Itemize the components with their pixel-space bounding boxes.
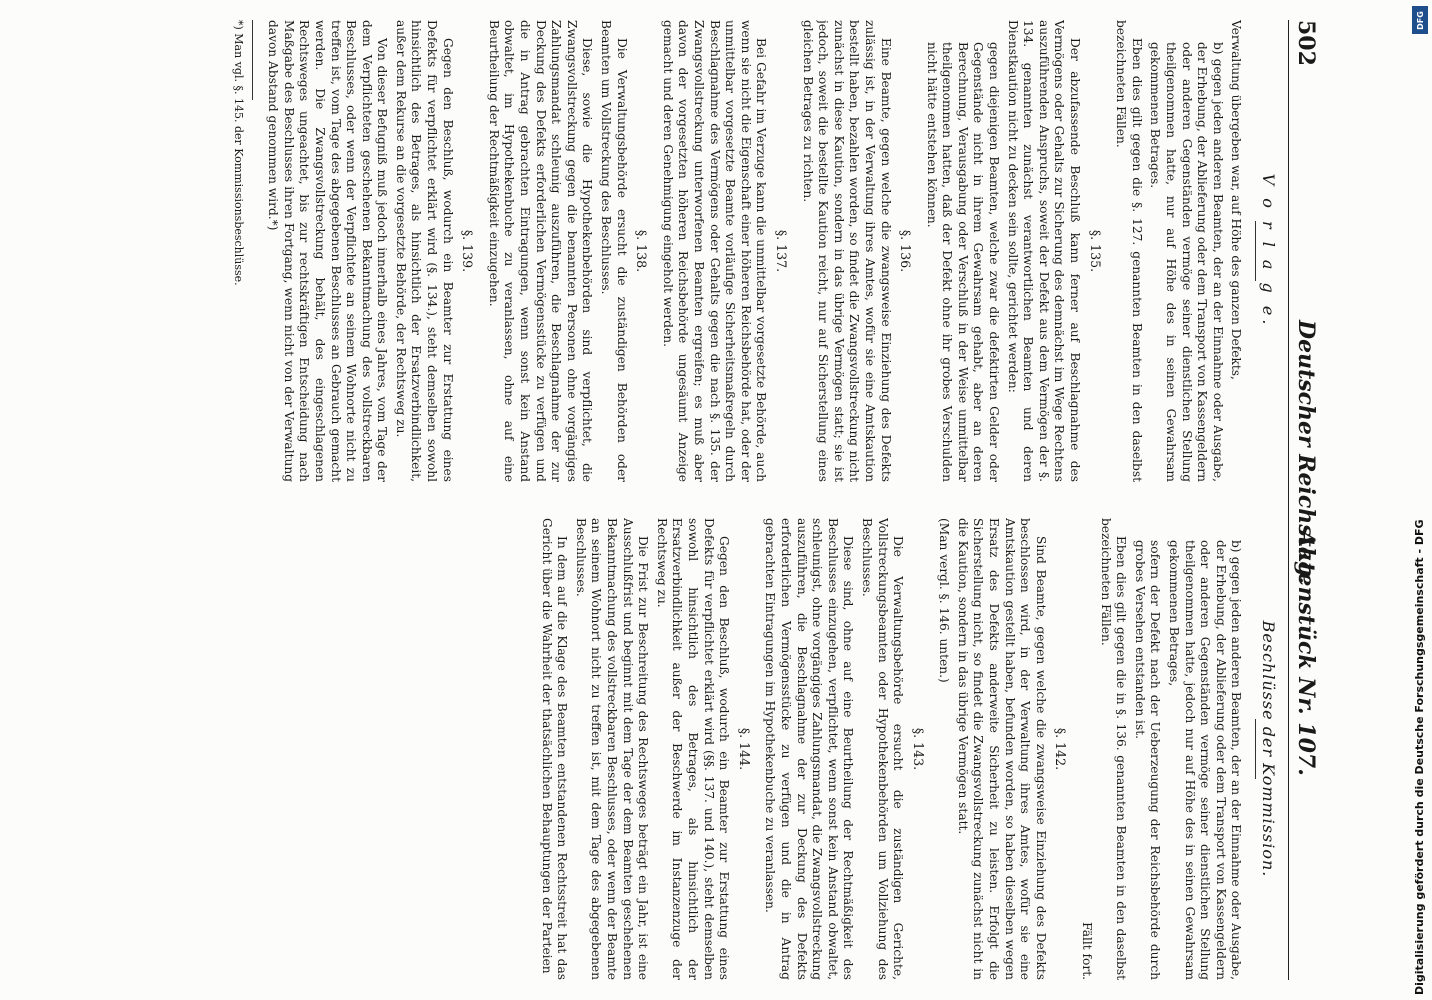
dfg-logo-text: DFG	[1415, 10, 1425, 30]
paragraph: Verwaltung übergeben war, auf Höhe des ganzen Defekts,	[1229, 20, 1244, 380]
paragraph: Eben dies gilt gegen die §. 127. genannten Beamten in den daselbst bezeichneten Fällen.	[1114, 20, 1144, 482]
page-header	[1288, 20, 1340, 980]
paragraph: Der abzufassende Beschluß kann ferner auf Beschlagnahme des Vermögens oder Gehalts zur Sicherung des demnächst im Wege Rechtens auszuführenden Anspruchs, soweit der Defekt aus dem Vermögen der §. 134. genannten zunächst verantwortlichen Beamten und deren Dienstkaution nicht zu decken sein sollte, gerichtet werden:	[1005, 20, 1083, 482]
footnote-rule	[252, 20, 253, 100]
paragraph: Bei Gefahr im Verzuge kann die unmittelbar vorgesetzte Behörde, auch wenn sie nicht die Eigenschaft einer höheren Reichsbehörde hat, oder der unmittelbar vorgesetzte Beamte vorläufige Sicherheitsmaßregeln durch Beschlagnahme des Vermögens oder Gehalts gegen die nach §. 135. der Zwangsvollstreckung unterworfenen Beamten ergreifen; es muß aber davon der vorgesetzten höheren Reichsbehörde ungesäumt Anzeige gemacht und deren Genehmigung eingeholt werden.	[660, 20, 769, 482]
paragraph: Die Frist zur Beschreitung des Rechtsweges beträgt ein Jahr, ist eine Ausschlußfrist und beginnt mit dem Tage der dem Beamten geschehenen Bekanntmachung des vollstreckbaren Beschlusses, oder wenn der Beamte an seinem Wohnort nicht zu treffen ist, mit dem Tage des abgegebenen Beschlusses.	[573, 518, 651, 980]
heading-rule	[1255, 719, 1256, 779]
paragraph: Die Verwaltungsbehörde ersucht die zuständigen Behörden oder Beamten um Vollstreckung des Beschlusses.	[599, 20, 629, 482]
section-number: §. 135.	[1087, 229, 1103, 273]
section-number: §. 137.	[773, 229, 789, 273]
column-kommission	[28, 518, 1278, 980]
document-title: Aktenstück Nr. 107.	[1293, 530, 1319, 776]
paragraph: Gegen den Beschluß, wodurch ein Beamter zur Erstattung eines Defekts für verpflichtet erklärt wird (§§. 137. und 140.), steht demselben sowohl hinsichtlich des Betrages, als hinsichtlich der Ersatzverbindlichkeit außer der Beschwerde im Instanzenzuge der Rechtsweg zu.	[654, 518, 732, 980]
paragraph: b) gegen jeden anderen Beamten, der an der Einnahme oder Ausgabe, der Erhebung, der Ablieferung oder dem Transport von Kassengeldern oder anderen Gegenständen vermöge seiner dienstlichen Stellung theilgenommen hatte, jedoch nur auf Höhe des in seinen Gewahrsam gekommenen Betrages,	[1167, 540, 1244, 980]
column-vorlage	[28, 20, 1278, 482]
paragraph: Von dieser Befugniß muß jedoch innerhalb eines Jahres, vom Tage der dem Verpflichteten geschehenen Bekanntmachung des vollstreckbaren Beschlusses, oder wenn der Verpflichtete an seinem Wohnorte nicht zu treffen ist, vom Tage des abgegebenen Beschlusses an Gebrauch gemacht werden. Die Zwangsvollstreckung behält, des eingeschlagenen Rechtsweges ungeachtet, bis zur rechtskräftigen Entscheidung nach Maßgabe des Beschlusses ihren Fortgang, wenn nicht von der Verwaltung davon Abstand genommen wird.*)	[266, 20, 390, 482]
section-number: §. 138.	[634, 229, 650, 273]
page-number: 502	[1293, 20, 1319, 66]
digitization-note: Digitalisierung gefördert durch die Deutsche Forschungsgemeinschaft - DFG	[1413, 519, 1426, 995]
column-heading-kommission: Beschlüsse der Kommission.	[1259, 620, 1278, 878]
section-number: §. 143.	[910, 727, 926, 771]
column-heading-vorlage: V o r l a g e.	[1259, 173, 1278, 329]
paragraph: b) gegen jeden anderen Beamten, der an der Einnahme oder Ausgabe, der Erhebung, der Ablieferung oder dem Transport von Kassengeldern oder anderen Gegenständen vermöge seiner dienstlichen Stellung theilgenommen hatte, nur auf Höhe des in seinen Gewahrsam gekommenen Betrages.	[1148, 42, 1225, 482]
paragraph: (Man vergl. §. 146. unten.)	[937, 518, 952, 683]
footnote: *) Man vgl. §. 145. der Kommissionsbeschlüsse.	[231, 20, 245, 286]
paragraph: Eben dies gilt gegen die in §. 136. genannten Beamten in den daselbst bezeichneten Fällen.	[1098, 518, 1129, 980]
section-number: §. 142.	[1053, 727, 1069, 771]
paragraph: In dem auf die Klage des Beamten entstandenen Rechtsstreit hat das Gericht über die Wahrheit der thatsächlichen Behauptungen der Parteien	[539, 518, 570, 980]
paragraph: gegen diejenigen Beamten, welche zwar die defektirten Gelder oder Gegenstände nicht in ihrem Gewahrsam gehabt, aber an deren Berechnung, Verausgabung oder Verschluß in der Weise unmittelbar theilgenommen hatten, daß der Defekt ohne ihr grobes Verschulden nicht hätte entstehen können.	[924, 42, 1002, 482]
two-column-body	[28, 20, 1278, 980]
paragraph: Sind Beamte, gegen welche die zwangsweise Einziehung des Defekts beschlossen wird, in der Verwaltung ihres Amtes, wofür sie eine Amtskaution gestellt haben, befunden worden, so haben dieselben wegen Ersatz des Defekts anderweite Sicherheit zu leisten. Erfolgt die Sicherstellung nicht, so findet die Zwangsvollstreckung zunächst nicht in die Kaution, sondern in das übrige Vermögen statt.	[955, 518, 1048, 980]
heading-rule	[1255, 221, 1256, 281]
paragraph: Eine Beamte, gegen welche die zwangsweise Einziehung des Defekts zulässig ist, in der Verwaltung ihres Amtes, wofür sie eine Amtskaution bestellt haben, bezahlen worden, so findet die Zwangsvollstreckung nicht zunächst in diese Kaution, sondern in das übrige Vermögen statt; sie ist jedoch, soweit die bestellte Kaution reicht, nur auf Sicherstellung eines gleichen Betrages zu richten.	[800, 20, 893, 482]
paragraph: Die Verwaltungsbehörde ersucht die zuständigen Gerichte, Vollstreckungsbeamten oder Hypothekenbehörden um Vollziehung des Beschlusses.	[859, 518, 906, 980]
paragraph: Diese, sowie die Hypothekenbehörden sind verpflichtet, die Zwangsvollstreckung gegen die benannten Personen ohne vorgängiges Zahlungsmandat schleunig auszuführen, die Beschlagnahme der zur Deckung des Defekts erforderlichen Vermögensstücke zu verfügen und die in Antrag gebrachten Eintragungen, wenn sonst kein Anstand obwaltet, im Hypothekenbuche zu veranlassen, ohne auf eine Beurtheilung der Rechtmäßigkeit einzugehen.	[486, 20, 595, 482]
journal-title: Deutscher Reichstag.	[1293, 320, 1319, 585]
dfg-logo	[1412, 6, 1428, 34]
paragraph: Gegen den Beschluß, wodurch ein Beamter zur Erstattung eines Defekts für verpflichtet erklärt wird (§. 134.), steht demselben sowohl hinsichtlich des Betrages, als hinsichtlich der Ersatzverbindlichkeit, außer dem Rekurse an die vorgesetzte Behörde, der Rechtsweg zu.	[393, 20, 455, 482]
section-number: §. 136.	[898, 229, 914, 273]
paragraph: sofern der Defekt nach der Ueberzeugung der Reichsbehörde durch grobes Versehen entstanden ist.	[1132, 540, 1163, 980]
paragraph: Diese sind, ohne auf eine Beurtheilung der Rechtmäßigkeit des Beschlusses einzugehen, verpflichtet, wenn sonst kein Anstand obwaltet, schleunigst, ohne vorgängiges Zahlungsmandat, die Zwangsvollstreckung auszuführen, die Beschlagnahme der zur Deckung des Defekts erforderlichen Vermögensstücke zu verfügen und die in Antrag gebrachten Eintragungen im Hypothekenbuche zu veranlassen.	[763, 518, 856, 980]
section-number: §. 144.	[736, 727, 752, 771]
rotated-document	[10, 10, 1340, 990]
section-number: §. 139.	[460, 229, 476, 273]
paragraph: Fällt fort.	[1080, 922, 1095, 980]
